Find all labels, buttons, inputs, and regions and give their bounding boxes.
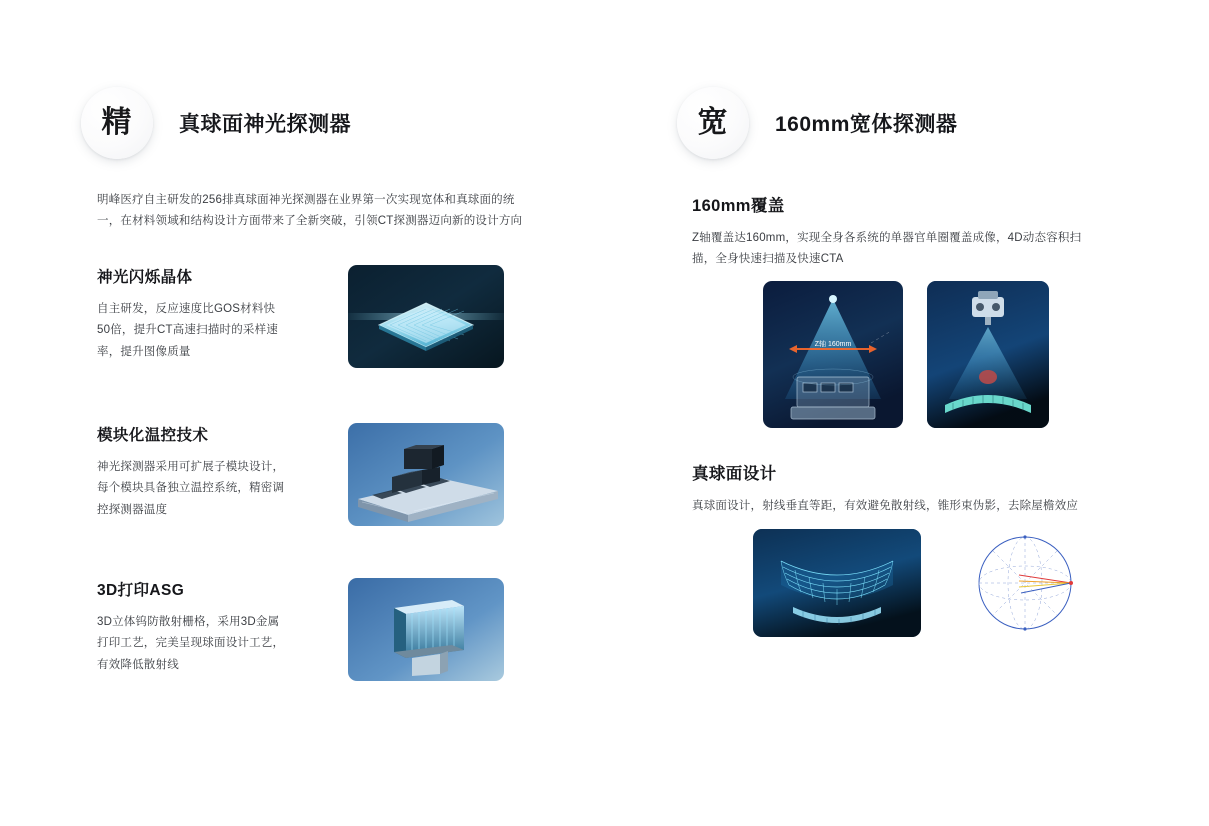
3d-printed-asg-art [348,578,504,681]
feature-item [97,423,527,533]
z-axis-label: Z轴 160mm [814,341,852,348]
feature-title: 神光闪烁晶体 [97,269,193,286]
right-block-coverage [692,192,1092,271]
right-block-title: 真球面设计 [692,465,777,483]
feature-body: 神光探测器采用可扩展子模块设计，每个模块具备独立温控系统，精密调控探测器温度 [97,461,285,516]
right-section-title: 160mm宽体探测器 [775,113,958,136]
feature-text [97,265,287,363]
feature-body: 自主研发，反应速度比GOS材料快50倍，提升CT高速扫描时的采样速率，提升图像质量 [97,303,279,358]
right-block-title: 160mm覆盖 [692,197,785,215]
left-section-header [81,87,351,159]
left-section-title: 真球面神光探测器 [179,113,351,136]
organ-coverage-scan-diagram [927,281,1049,428]
organ-coverage-scan-art [927,281,1049,428]
modular-temperature-control-art [348,423,504,526]
right-block-body: Z轴覆盖达160mm，实现全身各系统的单器官单圈覆盖成像，4D动态容积扫描，全身快速扫描及快速CTA [692,232,1082,266]
coverage-image-group [763,281,1049,428]
z-axis-coverage-art [763,281,903,428]
feature-title: 3D打印ASG [97,582,185,599]
feature-title: 模块化温控技术 [97,427,209,444]
feature-text [97,578,287,676]
right-section-header [677,87,957,159]
left-intro-paragraph: 明峰医疗自主研发的256排真球面神光探测器在业界第一次实现宽体和真球面的统一，在材料领域和结构设计方面带来了全新突破，引领CT探测器迈向新的设计方向 [97,194,523,228]
spherical-image-group [753,525,1083,641]
left-section-badge [81,87,153,159]
right-badge-char: 宽 [697,106,729,139]
scintillator-crystal-art [348,265,504,368]
modular-temperature-control-photo [348,423,504,526]
scintillator-crystal-photo [348,265,504,368]
true-spherical-surface-render [753,529,921,637]
left-badge-char: 精 [101,106,133,139]
right-block-body: 真球面设计，射线垂直等距，有效避免散射线，锥形束伪影，去除屋檐效应 [692,500,1079,512]
spherical-ray-geometry-diagram [967,525,1083,641]
right-column [604,0,1209,826]
feature-body: 3D立体钨防散射栅格，采用3D金属打印工艺，完美呈现球面设计工艺，有效降低散射线 [97,616,285,671]
3d-printed-asg-photo [348,578,504,681]
feature-item [97,265,527,375]
feature-item [97,578,527,688]
true-spherical-surface-art [753,529,921,637]
feature-text [97,423,287,521]
left-column [0,0,604,826]
right-section-badge [677,87,749,159]
z-axis-coverage-diagram [763,281,903,428]
spherical-ray-geometry-art [967,525,1083,641]
right-block-spherical [692,460,1092,517]
